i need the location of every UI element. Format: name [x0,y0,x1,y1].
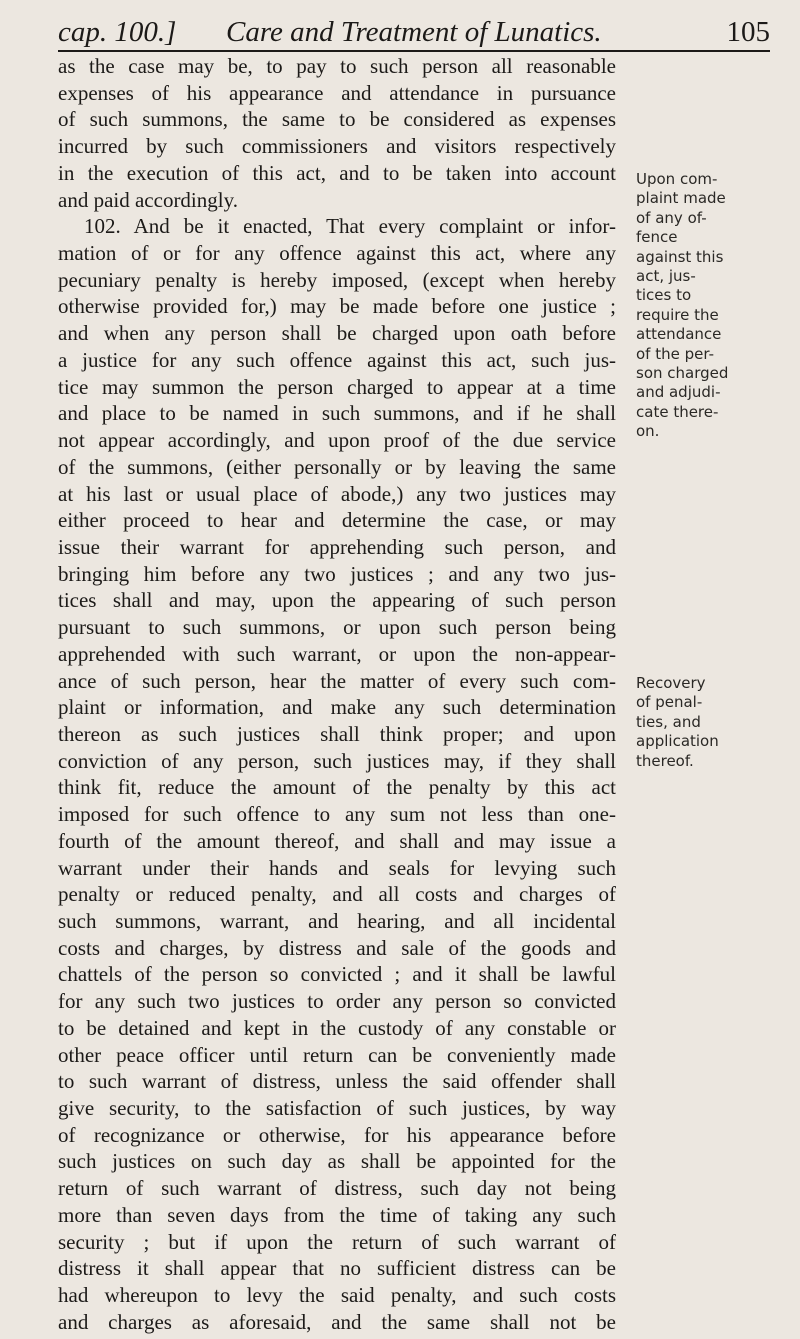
body-line: issue their warrant for apprehending such person, and [58,534,616,559]
margin-note-line: attendance [636,325,722,344]
body-line: tice may summon the person charged to appear at a time [58,374,616,399]
body-line: for any such two justices to order any person so convicted [58,989,616,1014]
body-line: pursuant to such summons, or upon such person being [58,615,616,640]
body-line: either proceed to hear and determine the case, or may [58,508,616,533]
body-line: as the case may be, to pay to such person all reasonable [58,54,616,78]
body-line: ance of such person, hear the matter of every such com- [58,668,616,693]
page-number: 105 [726,16,770,48]
body-line: fourth of the amount thereof, and shall and may issue a [58,828,616,853]
margin-note-line: of the per- [636,344,714,363]
margin-note-line: Recovery [636,674,706,692]
margin-note-line: require the [636,305,719,324]
margin-note-line: tices to [636,286,692,305]
body-line: 102. And be it enacted, That every complaint or infor- [84,214,616,239]
body-line: costs and charges, by distress and sale of the goods and [58,935,616,960]
body-line: penalty or reduced penalty, and all costs and charges of [58,882,616,907]
body-line: imposed for such offence to any sum not less than one- [58,802,616,827]
margin-note-recovery [636,674,786,771]
body-line: of such summons, the same to be considered as expenses [58,107,616,132]
margin-note-complaint [636,170,786,442]
body-line: conviction of any person, such justices may, if they shall [58,748,616,773]
margin-note-line: plaint made [636,189,726,208]
body-line: mation of or for any offence against this act, where any [58,241,616,266]
body-line: incurred by such commissioners and visitors respectively [58,134,616,159]
body-line: pecuniary penalty is hereby imposed, (except when hereby [58,267,616,292]
margin-note-line: ties, and [636,712,701,731]
body-line: more than seven days from the time of taking any such [58,1202,616,1227]
body-line: had whereupon to levy the said penalty, and such costs [58,1283,616,1308]
margin-note-line: cate there- [636,402,719,421]
body-line: such summons, warrant, and hearing, and all incidental [58,909,616,933]
body-line: think fit, reduce the amount of the penalty by this act [58,775,616,800]
body-text [58,53,616,1336]
body-line: a justice for any such offence against this act, such jus- [58,347,616,372]
body-line: apprehended with such warrant, or upon the non-appear- [58,641,616,666]
chapter-reference: cap. 100.] [58,16,177,48]
body-line: bringing him before any two justices ; and any two jus- [58,561,616,586]
body-line: such justices on such day as shall be appointed for the [58,1149,616,1174]
body-line: otherwise provided for,) may be made before one justice ; [58,294,616,319]
body-line: and charges as aforesaid, and the same shall not be [58,1309,616,1334]
body-line: plaint or information, and make any such determination [58,695,616,720]
body-line: return of such warrant of distress, such day not being [58,1176,616,1201]
body-line: and paid accordingly. [58,187,238,212]
body-line: thereon as such justices shall think proper; and upon [58,721,616,746]
body-line: and when any person shall be charged upon oath before [58,321,616,346]
body-line: expenses of his appearance and attendance in pursuance [58,80,616,105]
body-line: of the summons, (either personally or by leaving the same [58,454,616,479]
body-line: warrant under their hands and seals for levying such [58,855,616,880]
margin-note-line: of penal- [636,693,703,712]
body-line: other peace officer until return can be conveniently made [58,1042,616,1067]
margin-note-line: of any of- [636,208,707,227]
body-line: distress it shall appear that no sufficient distress can be [58,1256,616,1281]
margin-note-line: thereof. [636,751,694,770]
running-header [58,16,770,52]
body-line: to such warrant of distress, unless the said offender shall [58,1069,616,1094]
running-title: Care and Treatment of Lunatics. [226,16,602,48]
margin-note-line: on. [636,422,660,441]
margin-note-line: son charged [636,364,729,383]
margin-note-line: and adjudi- [636,383,721,402]
body-line: give security, to the satisfaction of such justices, by way [58,1096,616,1121]
body-line: and place to be named in such summons, and if he shall [58,401,616,426]
body-line: at his last or usual place of abode,) any two justices may [58,481,616,506]
body-line: to be detained and kept in the custody of any constable or [58,1015,616,1040]
margin-note-line: act, jus- [636,267,696,286]
margin-note-line: Upon com- [636,170,718,188]
margin-note-line: fence [636,228,678,247]
body-line: chattels of the person so convicted ; and it shall be lawful [58,962,616,987]
body-line: tices shall and may, upon the appearing of such person [58,588,616,613]
body-line: in the execution of this act, and to be taken into account [58,160,616,185]
body-line: of recognizance or otherwise, for his appearance before [58,1122,616,1147]
margin-note-line: against this [636,247,724,266]
body-line: not appear accordingly, and upon proof of the due service [58,428,616,453]
margin-note-line: application [636,732,719,751]
body-line: security ; but if upon the return of such warrant of [58,1229,616,1254]
